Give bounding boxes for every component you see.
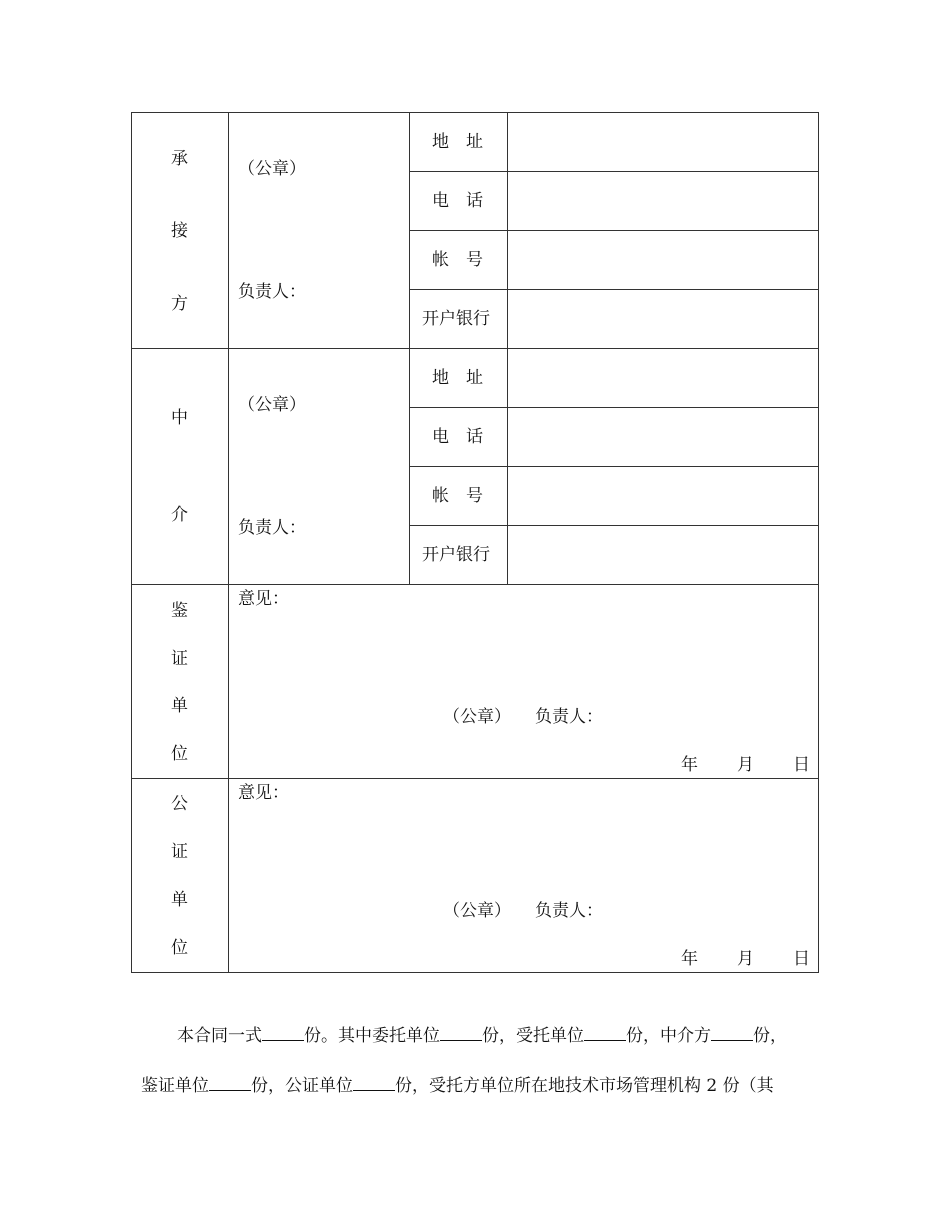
copies-client-blank[interactable]	[440, 1024, 482, 1041]
row-divider	[409, 525, 819, 526]
verification-label-char: 鉴	[171, 601, 188, 621]
intermediary-bank-label: 开户银行	[422, 545, 490, 565]
row-divider	[409, 230, 819, 231]
table-border-top	[131, 112, 819, 113]
verification-label-char: 单	[171, 696, 188, 716]
contractor-address-label: 地 址	[432, 132, 483, 152]
intermediary-person-label: 负责人：	[238, 518, 306, 538]
copies-text: 鉴证单位	[141, 1076, 209, 1096]
intermediary-seal: （公章）	[238, 395, 306, 415]
copies-total-blank[interactable]	[262, 1024, 304, 1041]
copies-text: 份，受托方单位所在地技术市场管理机构 2 份（其	[395, 1076, 774, 1096]
verification-date-year: 年	[681, 755, 698, 775]
contractor-bank-label: 开户银行	[422, 309, 490, 329]
table-border-left	[131, 112, 132, 973]
notary-seal: （公章）	[443, 901, 511, 921]
notary-date-month: 月	[737, 949, 754, 969]
copies-text: 份，公证单位	[251, 1076, 353, 1096]
intermediary-phone-label: 电 话	[432, 427, 483, 447]
contractor-label-char: 接	[171, 221, 188, 241]
intermediary-account-label: 帐 号	[432, 486, 483, 506]
contractor-account-label: 帐 号	[432, 250, 483, 270]
intermediary-label-char: 介	[171, 505, 188, 525]
copies-text: 本合同一式	[177, 1026, 262, 1046]
row-divider	[409, 466, 819, 467]
table-border-right	[818, 112, 819, 973]
verification-seal: （公章）	[443, 707, 511, 727]
contractor-phone-label: 电 话	[432, 191, 483, 211]
copies-text: 份，中介方	[626, 1026, 711, 1046]
verification-label-char: 证	[171, 649, 188, 669]
copies-text: 份，	[753, 1026, 787, 1046]
notary-label-char: 公	[171, 794, 188, 814]
intermediary-label-char: 中	[171, 408, 188, 428]
copies-verification-blank[interactable]	[209, 1074, 251, 1091]
contractor-seal: （公章）	[238, 159, 306, 179]
value-column-divider	[507, 112, 508, 585]
verification-opinion-label: 意见：	[238, 589, 289, 609]
section-divider	[131, 778, 819, 779]
notary-date-year: 年	[681, 949, 698, 969]
notary-label-char: 单	[171, 890, 188, 910]
notary-label-char: 证	[171, 842, 188, 862]
copies-paragraph-line-2	[141, 1074, 774, 1096]
verification-label-char: 位	[171, 744, 188, 764]
contractor-label-char: 承	[171, 149, 188, 169]
intermediary-address-label: 地 址	[432, 368, 483, 388]
section-divider	[131, 348, 819, 349]
section-divider	[131, 584, 819, 585]
table-border-bottom	[131, 972, 819, 973]
notary-label-char: 位	[171, 938, 188, 958]
contractor-person-label: 负责人：	[238, 282, 306, 302]
row-divider	[409, 407, 819, 408]
copies-text: 份。其中委托单位	[304, 1026, 440, 1046]
verification-date-month: 月	[737, 755, 754, 775]
copies-trustee-blank[interactable]	[584, 1024, 626, 1041]
row-divider	[409, 289, 819, 290]
copies-intermediary-blank[interactable]	[711, 1024, 753, 1041]
contractor-label-char: 方	[171, 294, 188, 314]
notary-person-label: 负责人：	[535, 901, 603, 921]
verification-date-day: 日	[793, 755, 810, 775]
copies-text: 份，受托单位	[482, 1026, 584, 1046]
notary-opinion-label: 意见：	[238, 783, 289, 803]
copies-notary-blank[interactable]	[353, 1074, 395, 1091]
label-column-divider	[228, 112, 229, 973]
copies-paragraph-line-1	[177, 1024, 787, 1046]
notary-date-day: 日	[793, 949, 810, 969]
field-column-divider	[409, 112, 410, 585]
row-divider	[409, 171, 819, 172]
verification-person-label: 负责人：	[535, 707, 603, 727]
